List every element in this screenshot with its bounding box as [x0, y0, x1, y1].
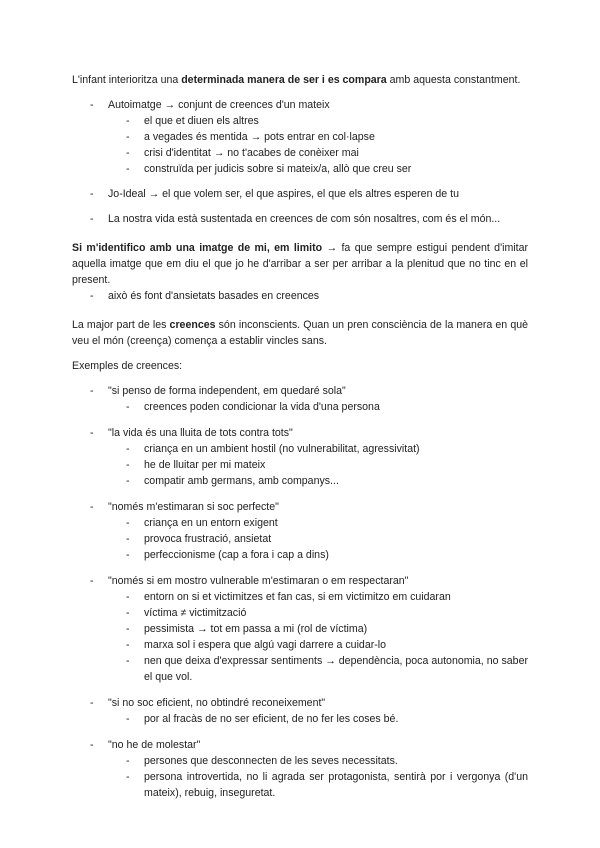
bold-text: Si m'identifico amb una imatge de mi, em limito	[72, 242, 323, 254]
bold-text: creences	[169, 319, 216, 331]
list-item-text: "només si em mostro vulnerable m'estimaran o em respectaran"	[108, 575, 409, 587]
sub-list-item	[72, 711, 528, 727]
sub-list-item	[72, 531, 528, 547]
sub-list-item	[72, 457, 528, 473]
sub-list-item	[72, 769, 528, 801]
list-item	[72, 383, 528, 399]
sub-list-item-text: persona introvertida, no li agrada ser protagonista, sentirà por i vergonya (d'un mateix), rebuig, inseguretat.	[144, 771, 528, 799]
list-item	[72, 425, 528, 441]
sub-list-item	[72, 161, 528, 177]
sub-list-item-text: criança en un entorn exigent	[144, 517, 278, 529]
bullet-dash: -	[90, 385, 94, 397]
sub-list-item	[72, 399, 528, 415]
bullet-dash: -	[90, 575, 94, 587]
list-item	[72, 211, 528, 227]
paragraph-examples-heading: Exemples de creences:	[72, 360, 183, 372]
list-item	[72, 186, 528, 202]
text: L'infant interioritza una	[72, 74, 182, 86]
sub-list-item-text: compatir amb germans, amb companys...	[144, 475, 339, 487]
paragraph-intro	[72, 72, 528, 88]
bullet-dash: -	[126, 639, 130, 651]
document-page	[72, 72, 528, 801]
sub-list-item	[72, 145, 528, 161]
bullet-dash: -	[126, 147, 130, 159]
list-item-text: "si penso de forma independent, em quedaré sola"	[108, 385, 346, 397]
bullet-dash: -	[90, 697, 94, 709]
sub-list-item-text: creences poden condicionar la vida d'una persona	[144, 401, 380, 413]
bullet-dash: -	[90, 188, 94, 200]
sub-list-item-text: marxa sol i espera que algú vagi darrere a cuidar-lo	[144, 639, 387, 651]
list-item-text: La nostra vida està sustentada en creences de com són nosaltres, com és el món...	[108, 213, 501, 225]
paragraph-limit	[72, 240, 528, 288]
list-item-text: "no he de molestar"	[108, 739, 201, 751]
bullet-dash: -	[126, 713, 130, 725]
list-examples	[72, 383, 528, 801]
list-item	[72, 288, 528, 304]
bullet-dash: -	[126, 401, 130, 413]
bullet-dash: -	[126, 517, 130, 529]
bullet-dash: -	[126, 591, 130, 603]
sub-list-item-text: criança en un ambient hostil (no vulnerabilitat, agressivitat)	[144, 443, 420, 455]
sub-list-item	[72, 547, 528, 563]
bullet-dash: -	[90, 99, 94, 111]
sub-list-item-text: a vegades és mentida → pots entrar en col·lapse	[144, 131, 375, 143]
sub-list-item-text: provoca frustració, ansietat	[144, 533, 272, 545]
sub-list-item	[72, 473, 528, 489]
list-item	[72, 573, 528, 589]
sub-list-item	[72, 515, 528, 531]
paragraph-creences	[72, 317, 528, 349]
bullet-dash: -	[90, 501, 94, 513]
list-item-text: això és font d'ansietats basades en creences	[108, 290, 320, 302]
list-item	[72, 695, 528, 711]
text: La major part de les	[72, 319, 170, 331]
text: són inconscients. Quan un pren consciència de la manera en què veu el món (creença) comença a establir vincles sans.	[72, 319, 528, 347]
bullet-dash: -	[126, 115, 130, 127]
list-item-text: Jo-Ideal → el que volem ser, el que aspires, el que els altres esperen de tu	[108, 188, 459, 200]
bullet-dash: -	[126, 771, 130, 783]
bullet-dash: -	[126, 131, 130, 143]
text: → fa que sempre estigui pendent d'imitar aquella imatge que em diu el que jo he d'arribar a ser per arribar a la plenitud que no tinc en el present.	[72, 242, 528, 286]
sub-list-item	[72, 589, 528, 605]
sub-list-item-text: he de lluitar per mi mateix	[144, 459, 266, 471]
sub-list-item-text: persones que desconnecten de les seves necessitats.	[144, 755, 398, 767]
sub-list-item-text: por al fracàs de no ser eficient, de no fer les coses bé.	[144, 713, 399, 725]
sub-list-item	[72, 653, 528, 685]
sub-list-item	[72, 129, 528, 145]
sub-list-item-text: entorn on si et victimitzes et fan cas, si em victimitzo em cuidaran	[144, 591, 451, 603]
list-item	[72, 499, 528, 515]
list-item	[72, 97, 528, 113]
bullet-dash: -	[90, 290, 94, 302]
sub-list-item	[72, 753, 528, 769]
text: amb aquesta constantment.	[386, 74, 521, 86]
bullet-dash: -	[126, 607, 130, 619]
bullet-dash: -	[126, 475, 130, 487]
list-item-text: "només m'estimaran si soc perfecte"	[108, 501, 279, 513]
bullet-dash: -	[126, 443, 130, 455]
list-item	[72, 737, 528, 753]
list-autoimatge	[72, 97, 528, 227]
list-item-text: Autoimatge → conjunt de creences d'un mateix	[108, 99, 330, 111]
bullet-dash: -	[90, 427, 94, 439]
sub-list-item	[72, 441, 528, 457]
sub-list-item-text: nen que deixa d'expressar sentiments → dependència, poca autonomia, no saber el que vol.	[144, 655, 528, 683]
bullet-dash: -	[126, 533, 130, 545]
bold-text: determinada manera de ser i es compara	[181, 74, 387, 86]
sub-list-item-text: perfeccionisme (cap a fora i cap a dins)	[144, 549, 329, 561]
sub-list-item	[72, 621, 528, 637]
bullet-dash: -	[126, 623, 130, 635]
list-item-text: "si no soc eficient, no obtindré reconeixement"	[108, 697, 326, 709]
bullet-dash: -	[90, 213, 94, 225]
bullet-dash: -	[126, 459, 130, 471]
sub-list-item-text: víctima ≠ victimització	[144, 607, 247, 619]
sub-list-item-text: pessimista → tot em passa a mi (rol de víctima)	[144, 623, 368, 635]
sub-list-item-text: construïda per judicis sobre si mateix/a, allò que creu ser	[144, 163, 412, 175]
bullet-dash: -	[126, 655, 130, 667]
bullet-dash: -	[126, 163, 130, 175]
list-item-text: "la vida és una lluita de tots contra tots"	[108, 427, 293, 439]
sub-list-item	[72, 113, 528, 129]
bullet-dash: -	[90, 739, 94, 751]
sub-list-item-text: el que et diuen els altres	[144, 115, 259, 127]
sub-list-item	[72, 605, 528, 621]
bullet-dash: -	[126, 755, 130, 767]
sub-list-item-text: crisi d'identitat → no t'acabes de conèixer mai	[144, 147, 359, 159]
bullet-dash: -	[126, 549, 130, 561]
sub-list-item	[72, 637, 528, 653]
